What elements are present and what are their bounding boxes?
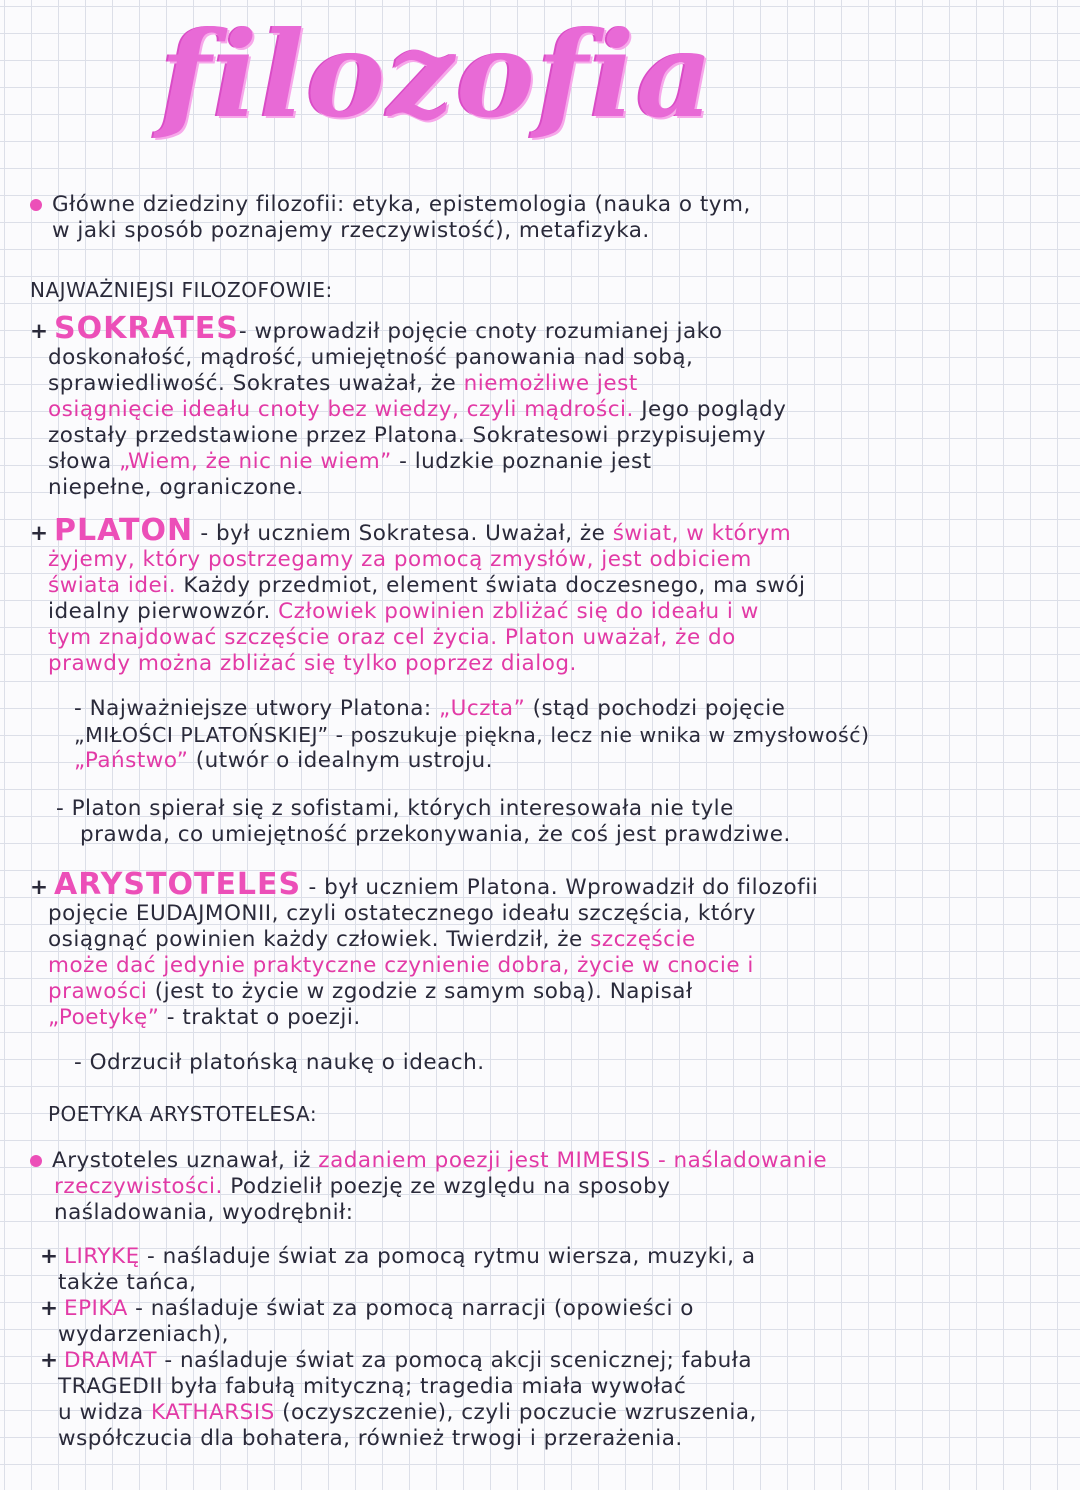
plus-icon: + — [30, 319, 49, 344]
poetyka-heading: POETYKA ARYSTOTELESA: — [48, 1102, 318, 1126]
arystoteles-section: + ARYSTOTELES - był uczniem Platona. Wprowadził do filozofii pojęcie EUDAJMONII, czyli ostatecznego ideału szczęścia, który osiągnąć powinien każdy człowiek. Twierdził, że szczęście może dać jedynie praktyczne czynienie dobra, życie w cnocie i prawości (jest to życie w zgodzie z samym sobą). Napisał „Poetykę” - traktat o poezji. — [30, 867, 819, 1030]
plus-icon: + — [40, 1348, 59, 1373]
arystoteles-rejects-ideas: - Odrzucił platońską naukę o ideach. — [74, 1050, 485, 1075]
sokrates-name: SOKRATES — [54, 311, 239, 346]
plus-icon: + — [30, 521, 49, 546]
platon-section: + PLATON - był uczniem Sokratesa. Uważał, że świat, w którym żyjemy, który postrzegamy za pomocą zmysłów, jest odbiciem świata idei. Każdy przedmiot, element świata doczesnego, ma swój idealny pierwowzór. Człowiek powinien zbliżać się do ideału i w tym znajdować szczęście oraz cel życia. Platon uważał, że do prawdy można zbliżać się tylko poprzez dialog. — [30, 513, 806, 676]
intro-paragraph: Główne dziedziny filozofii: etyka, epistemologia (nauka o tym, w jaki sposób poznajemy rzeczywistość), metafizyka. — [30, 192, 1070, 244]
section-heading: NAJWAŻNIEJSI FILOZOFOWIE: — [30, 278, 333, 302]
plus-icon: + — [40, 1244, 59, 1269]
poetyka-paragraph: Arystoteles uznawał, iż zadaniem poezji jest MIMESIS - naśladowanie rzeczywistości. Podzielił poezję ze względu na sposoby naśladowania, wyodrębnił: — [30, 1148, 1070, 1226]
sokrates-section: + SOKRATES- wprowadził pojęcie cnoty rozumianej jako doskonałość, mądrość, umiejętność panowania nad sobą, sprawiedliwość. Sokrates uważał, że niemożliwe jest osiągnięcie ideału cnoty bez wiedzy, czyli mądrości. Jego poglądy zostały przedstawione przez Platona. Sokratesowi przypisujemy słowa „Wiem, że nic nie wiem” - ludzkie poznanie jest niepełne, ograniczone. — [30, 311, 787, 500]
epika-name: EPIKA — [64, 1296, 128, 1321]
page-title: filozofia — [160, 5, 715, 144]
platon-sophists: - Platon spierał się z sofistami, których interesowała nie tyle prawda, co umiejętność przekonywania, że coś jest prawdziwe. — [56, 796, 791, 847]
poetyka-kinds: + LIRYKĘ - naśladuje świat za pomocą rytmu wiersza, muzyki, a także tańca, + EPIKA - naśladuje świat za pomocą narracji (opowieści o wydarzeniach), + DRAMAT - naśladuje świat za pomocą akcji scenicznej; fabuła TRAGEDII była fabułą mityczną; tragedia miała wywołać u widza KATHARSIS (oczyszczenie), czyli poczucie wzruszenia, współczucia dla bohatera, również trwogi i przerażenia. — [40, 1244, 757, 1451]
dramat-name: DRAMAT — [64, 1348, 158, 1373]
plus-icon: + — [30, 875, 49, 900]
plus-icon: + — [40, 1296, 59, 1321]
bullet-dot-icon — [30, 199, 42, 211]
bullet-dot-icon — [30, 1155, 42, 1167]
liryka-name: LIRYKĘ — [64, 1244, 140, 1269]
platon-name: PLATON — [54, 513, 194, 548]
platon-works: - Najważniejsze utwory Platona: „Uczta” (stąd pochodzi pojęcie „MIŁOŚCI PLATOŃSKIEJ” - poszukuje piękna, lecz nie wnika w zmysłowość) „Państwo” (utwór o idealnym ustroju. — [74, 696, 870, 773]
arystoteles-name: ARYSTOTELES — [54, 867, 302, 902]
